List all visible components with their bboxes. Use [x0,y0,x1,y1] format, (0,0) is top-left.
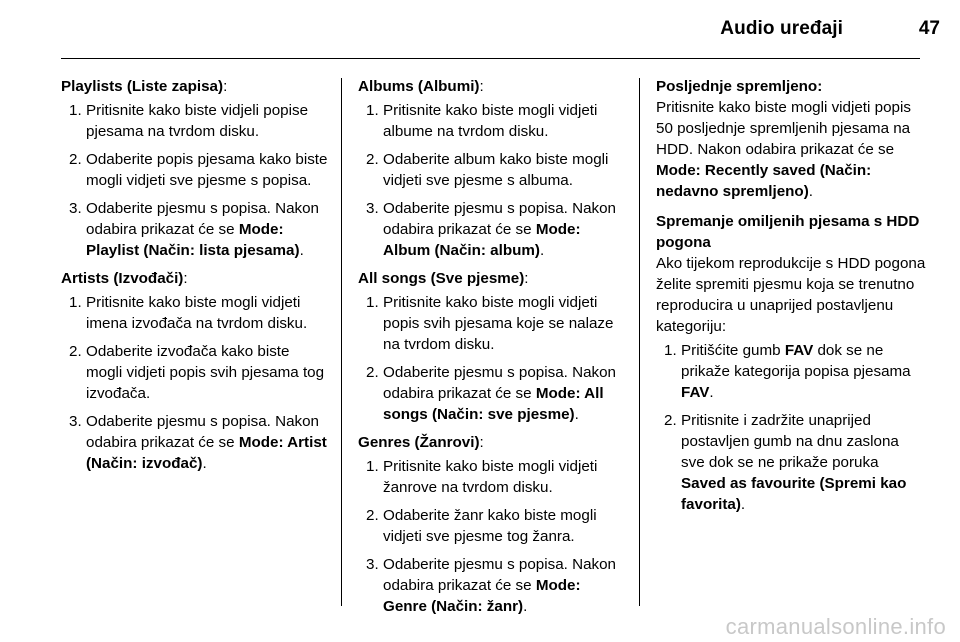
steps-favourites [656,340,926,515]
section-title-genres: Genres (Žanrovi): [358,434,484,451]
column-divider-2 [639,78,640,606]
column-divider-1 [341,78,342,606]
list-item: 2. Odaberite žanr kako biste mogli vidjeti sve pjesme tog žanra. [366,507,597,545]
section-favourites [656,211,926,515]
section-recent: Posljednje spremljeno: Pritisnite kako biste mogli vidjeti popis 50 posljednje spremljenih pjesama na HDD. Nakon odabira prikazat će se Mode: Recently saved (Način: nedavno spremljeno). [656,76,926,202]
page-header [0,14,940,54]
section-all-songs [358,268,628,425]
list-item: 1. Pritišćite gumb FAV dok se ne prikaže kategorija popisa pjesama FAV. [664,342,911,401]
list-item: 1. Pritisnite kako biste mogli vidjeti žanrove na tvrdom disku. [366,458,598,496]
header-divider [61,58,920,59]
list-item: 2. Pritisnite i zadržite unaprijed postavljen gumb na dnu zaslona sve dok se ne prikaže poruka Saved as favourite (Spremi kao favorita). [664,412,907,513]
section-title-albums: Albums (Albumi): [358,78,484,95]
list-item: 3. Odaberite pjesmu s popisa. Nakon odabira prikazat će se Mode: Artist (Način: izvođač). [69,413,327,472]
section-genres [358,432,628,617]
section-title-recent: Posljednje spremljeno: [656,78,823,95]
favourites-intro: Ako tijekom reprodukcije s HDD pogona želite spremiti pjesmu koja se trenutno reproducira u unaprijed postavljenu kategoriju: [656,255,926,335]
list-item: 1. Pritisnite kako biste mogli vidjeti popis svih pjesama koje se nalaze na tvrdom disku. [366,294,614,353]
column-1 [61,76,329,481]
page-number: 47 [918,18,940,39]
column-3 [656,76,926,522]
list-item: 1. Pritisnite kako biste mogli vidjeti imena izvođača na tvrdom disku. [69,294,308,332]
section-artists [61,268,329,474]
list-item: 2. Odaberite album kako biste mogli vidjeti sve pjesme s albuma. [366,151,609,189]
steps-playlists [61,100,329,261]
steps-artists [61,292,329,474]
section-albums [358,76,628,261]
list-item: 1. Pritisnite kako biste vidjeli popise pjesama na tvrdom disku. [69,102,309,140]
section-title-favourites: Spremanje omiljenih pjesama s HDD pogona [656,213,920,251]
section-title-artists: Artists (Izvođači): [61,270,188,287]
section-playlists [61,76,329,261]
list-item: 3. Odaberite pjesmu s popisa. Nakon odabira prikazat će se Mode: Album (Način: album). [366,200,617,259]
steps-albums [358,100,628,261]
steps-all-songs [358,292,628,425]
list-item: 2. Odaberite izvođača kako biste mogli vidjeti popis svih pjesama tog izvođača. [69,343,325,402]
column-2 [358,76,628,624]
watermark: carmanualsonline.info [725,614,946,639]
section-title-all-songs: All songs (Sve pjesme): [358,270,529,287]
list-item: 2. Odaberite popis pjesama kako biste mogli vidjeti sve pjesme s popisa. [69,151,328,189]
list-item: 3. Odaberite pjesmu s popisa. Nakon odabira prikazat će se Mode: Playlist (Način: lista pjesama). [69,200,320,259]
page-title: Audio uređaji [720,18,843,39]
list-item: 2. Odaberite pjesmu s popisa. Nakon odabira prikazat će se Mode: All songs (Način: sve pjesme). [366,364,617,423]
steps-genres [358,456,628,617]
section-title-playlists: Playlists (Liste zapisa): [61,78,228,95]
list-item: 1. Pritisnite kako biste mogli vidjeti albume na tvrdom disku. [366,102,598,140]
list-item: 3. Odaberite pjesmu s popisa. Nakon odabira prikazat će se Mode: Genre (Način: žanr). [366,556,617,615]
